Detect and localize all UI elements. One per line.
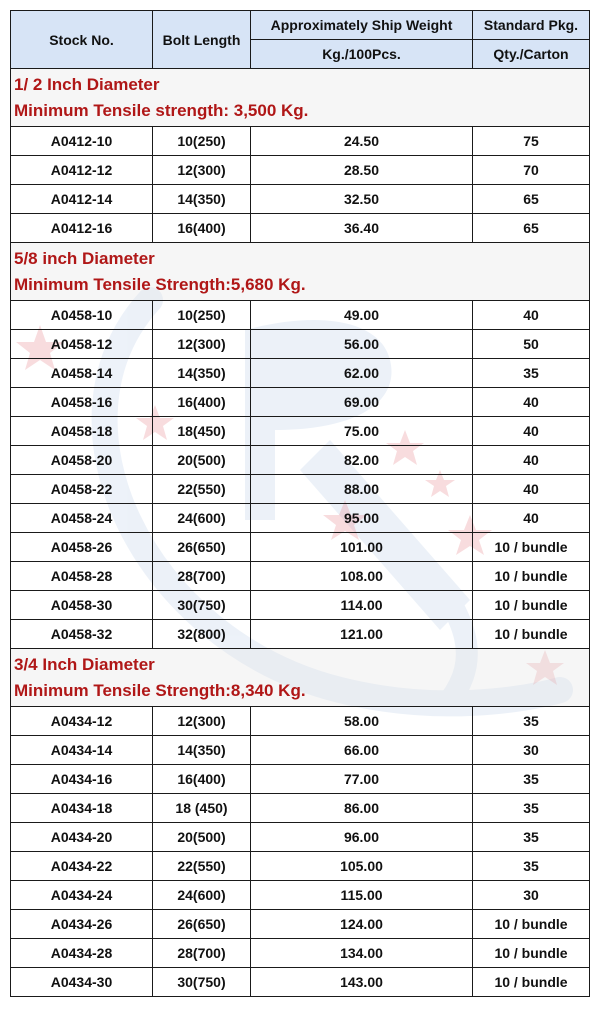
cell-bolt-length: 26(650) <box>153 533 251 562</box>
cell-stock-no: A0434-26 <box>11 910 153 939</box>
table-row <box>11 533 590 562</box>
cell-bolt-length: 10(250) <box>153 127 251 156</box>
cell-bolt-length: 32(800) <box>153 620 251 649</box>
cell-stock-no: A0434-28 <box>11 939 153 968</box>
cell-bolt-length: 10(250) <box>153 301 251 330</box>
cell-standard-pkg: 65 <box>473 185 590 214</box>
cell-standard-pkg: 40 <box>473 475 590 504</box>
cell-ship-weight: 77.00 <box>251 765 473 794</box>
cell-standard-pkg: 40 <box>473 504 590 533</box>
cell-stock-no: A0434-18 <box>11 794 153 823</box>
cell-standard-pkg: 40 <box>473 388 590 417</box>
table-row <box>11 417 590 446</box>
cell-stock-no: A0458-14 <box>11 359 153 388</box>
table-row <box>11 852 590 881</box>
cell-ship-weight: 86.00 <box>251 794 473 823</box>
cell-ship-weight: 36.40 <box>251 214 473 243</box>
cell-bolt-length: 18 (450) <box>153 794 251 823</box>
cell-stock-no: A0412-16 <box>11 214 153 243</box>
table-row <box>11 910 590 939</box>
cell-bolt-length: 20(500) <box>153 446 251 475</box>
bolt-spec-table <box>10 10 590 997</box>
table-row <box>11 881 590 910</box>
cell-ship-weight: 32.50 <box>251 185 473 214</box>
cell-stock-no: A0458-26 <box>11 533 153 562</box>
section-header-row <box>11 69 590 127</box>
cell-standard-pkg: 35 <box>473 794 590 823</box>
table-row <box>11 475 590 504</box>
cell-stock-no: A0458-28 <box>11 562 153 591</box>
cell-ship-weight: 66.00 <box>251 736 473 765</box>
cell-bolt-length: 14(350) <box>153 359 251 388</box>
cell-standard-pkg: 40 <box>473 446 590 475</box>
cell-standard-pkg: 10 / bundle <box>473 591 590 620</box>
cell-bolt-length: 28(700) <box>153 562 251 591</box>
cell-ship-weight: 105.00 <box>251 852 473 881</box>
cell-bolt-length: 14(350) <box>153 736 251 765</box>
section-diameter: 1/ 2 Inch Diameter <box>14 74 160 94</box>
cell-stock-no: A0412-14 <box>11 185 153 214</box>
cell-standard-pkg: 10 / bundle <box>473 939 590 968</box>
cell-ship-weight: 58.00 <box>251 707 473 736</box>
cell-ship-weight: 115.00 <box>251 881 473 910</box>
table-row <box>11 156 590 185</box>
cell-bolt-length: 12(300) <box>153 707 251 736</box>
section-tensile-strength: Minimum Tensile Strength:8,340 Kg. <box>14 680 306 700</box>
cell-stock-no: A0458-20 <box>11 446 153 475</box>
cell-bolt-length: 12(300) <box>153 156 251 185</box>
cell-ship-weight: 69.00 <box>251 388 473 417</box>
cell-ship-weight: 96.00 <box>251 823 473 852</box>
section-header <box>11 649 590 707</box>
table-row <box>11 736 590 765</box>
cell-bolt-length: 16(400) <box>153 388 251 417</box>
section-diameter: 5/8 inch Diameter <box>14 248 155 268</box>
cell-standard-pkg: 75 <box>473 127 590 156</box>
cell-bolt-length: 14(350) <box>153 185 251 214</box>
cell-stock-no: A0458-18 <box>11 417 153 446</box>
cell-standard-pkg: 10 / bundle <box>473 968 590 997</box>
cell-standard-pkg: 70 <box>473 156 590 185</box>
cell-bolt-length: 22(550) <box>153 475 251 504</box>
table-row <box>11 446 590 475</box>
cell-ship-weight: 24.50 <box>251 127 473 156</box>
cell-bolt-length: 20(500) <box>153 823 251 852</box>
table-row <box>11 214 590 243</box>
cell-bolt-length: 16(400) <box>153 214 251 243</box>
table-body <box>11 69 590 997</box>
cell-bolt-length: 26(650) <box>153 910 251 939</box>
section-tensile-strength: Minimum Tensile Strength:5,680 Kg. <box>14 274 306 294</box>
cell-standard-pkg: 35 <box>473 765 590 794</box>
cell-stock-no: A0412-12 <box>11 156 153 185</box>
cell-standard-pkg: 30 <box>473 736 590 765</box>
table-row <box>11 591 590 620</box>
table-row <box>11 968 590 997</box>
cell-stock-no: A0434-30 <box>11 968 153 997</box>
table-row <box>11 939 590 968</box>
cell-bolt-length: 30(750) <box>153 591 251 620</box>
cell-standard-pkg: 40 <box>473 301 590 330</box>
section-header <box>11 243 590 301</box>
cell-standard-pkg: 35 <box>473 707 590 736</box>
table-row <box>11 620 590 649</box>
table-row <box>11 330 590 359</box>
cell-ship-weight: 28.50 <box>251 156 473 185</box>
cell-ship-weight: 121.00 <box>251 620 473 649</box>
header-weight-unit: Kg./100Pcs. <box>251 40 473 69</box>
cell-ship-weight: 95.00 <box>251 504 473 533</box>
cell-stock-no: A0458-12 <box>11 330 153 359</box>
cell-bolt-length: 16(400) <box>153 765 251 794</box>
cell-stock-no: A0412-10 <box>11 127 153 156</box>
cell-ship-weight: 134.00 <box>251 939 473 968</box>
cell-standard-pkg: 50 <box>473 330 590 359</box>
cell-standard-pkg: 10 / bundle <box>473 533 590 562</box>
table-row <box>11 707 590 736</box>
cell-standard-pkg: 10 / bundle <box>473 562 590 591</box>
cell-stock-no: A0434-12 <box>11 707 153 736</box>
cell-ship-weight: 88.00 <box>251 475 473 504</box>
section-tensile-strength: Minimum Tensile strength: 3,500 Kg. <box>14 100 309 120</box>
cell-standard-pkg: 30 <box>473 881 590 910</box>
cell-stock-no: A0458-30 <box>11 591 153 620</box>
table-row <box>11 794 590 823</box>
table-row <box>11 388 590 417</box>
cell-stock-no: A0458-32 <box>11 620 153 649</box>
cell-bolt-length: 30(750) <box>153 968 251 997</box>
cell-standard-pkg: 10 / bundle <box>473 620 590 649</box>
cell-ship-weight: 108.00 <box>251 562 473 591</box>
cell-ship-weight: 82.00 <box>251 446 473 475</box>
cell-stock-no: A0434-22 <box>11 852 153 881</box>
cell-standard-pkg: 40 <box>473 417 590 446</box>
cell-stock-no: A0458-24 <box>11 504 153 533</box>
cell-bolt-length: 24(600) <box>153 881 251 910</box>
table-row <box>11 765 590 794</box>
table-header <box>11 11 590 69</box>
table-row <box>11 185 590 214</box>
cell-stock-no: A0434-16 <box>11 765 153 794</box>
cell-bolt-length: 12(300) <box>153 330 251 359</box>
header-stock-no: Stock No. <box>11 11 153 69</box>
cell-bolt-length: 28(700) <box>153 939 251 968</box>
cell-stock-no: A0434-14 <box>11 736 153 765</box>
cell-ship-weight: 75.00 <box>251 417 473 446</box>
cell-standard-pkg: 35 <box>473 823 590 852</box>
cell-ship-weight: 143.00 <box>251 968 473 997</box>
section-header <box>11 69 590 127</box>
cell-bolt-length: 18(450) <box>153 417 251 446</box>
table-row <box>11 127 590 156</box>
cell-standard-pkg: 65 <box>473 214 590 243</box>
cell-standard-pkg: 35 <box>473 852 590 881</box>
cell-bolt-length: 24(600) <box>153 504 251 533</box>
cell-bolt-length: 22(550) <box>153 852 251 881</box>
table-row <box>11 823 590 852</box>
cell-stock-no: A0458-10 <box>11 301 153 330</box>
table-row <box>11 301 590 330</box>
section-header-row <box>11 243 590 301</box>
cell-ship-weight: 62.00 <box>251 359 473 388</box>
table-row <box>11 562 590 591</box>
cell-stock-no: A0434-24 <box>11 881 153 910</box>
cell-ship-weight: 124.00 <box>251 910 473 939</box>
cell-ship-weight: 49.00 <box>251 301 473 330</box>
cell-stock-no: A0458-22 <box>11 475 153 504</box>
header-bolt-length: Bolt Length <box>153 11 251 69</box>
cell-standard-pkg: 10 / bundle <box>473 910 590 939</box>
cell-standard-pkg: 35 <box>473 359 590 388</box>
cell-stock-no: A0434-20 <box>11 823 153 852</box>
header-pkg-unit: Qty./Carton <box>473 40 590 69</box>
section-diameter: 3/4 Inch Diameter <box>14 654 155 674</box>
header-pkg-title: Standard Pkg. <box>473 11 590 40</box>
cell-ship-weight: 114.00 <box>251 591 473 620</box>
cell-ship-weight: 56.00 <box>251 330 473 359</box>
cell-stock-no: A0458-16 <box>11 388 153 417</box>
section-header-row <box>11 649 590 707</box>
cell-ship-weight: 101.00 <box>251 533 473 562</box>
table-row <box>11 504 590 533</box>
header-weight-title: Approximately Ship Weight <box>251 11 473 40</box>
table-row <box>11 359 590 388</box>
